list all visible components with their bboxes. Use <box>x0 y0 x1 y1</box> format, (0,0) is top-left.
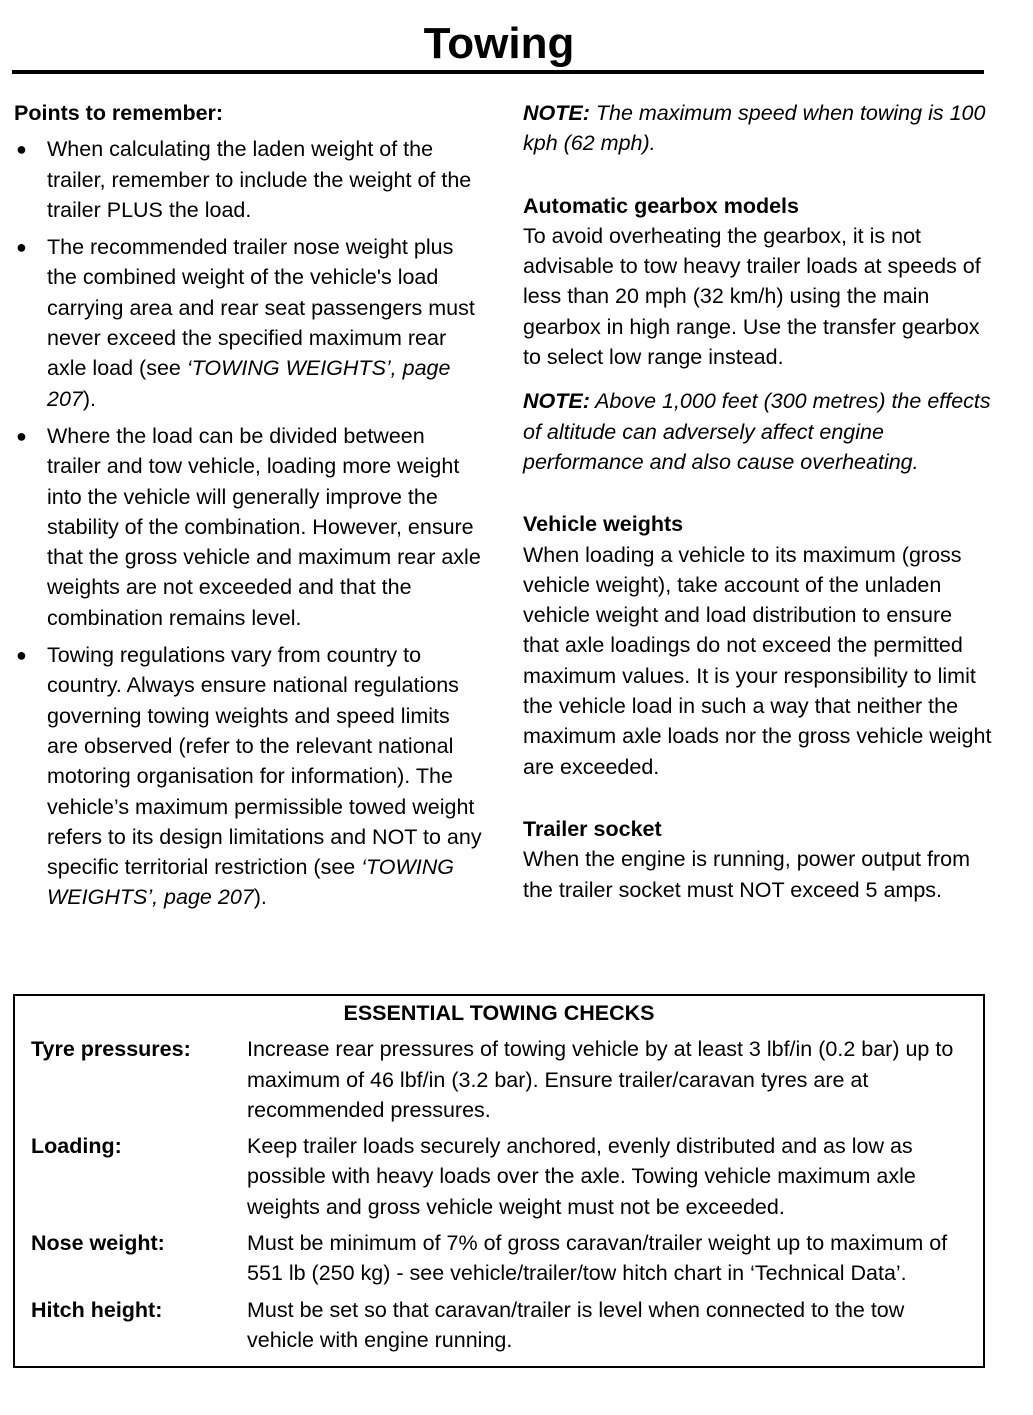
automatic-gearbox-text: To avoid overheating the gearbox, it is not advisable to tow heavy trailer loads at speeds of less than 20 mph (32 km/h) using the main gearbox in high range. Use the transfer gearbox to select low range instead. <box>523 223 981 370</box>
note-label: NOTE: <box>523 389 590 414</box>
bullet-text: The recommended trailer nose weight plus the combined weight of the vehicle's load carrying area and rear seat passengers must never exceed the specified maximum rear axle load (see <box>47 235 475 381</box>
trailer-socket-text: When the engine is running, power output from the trailer socket must NOT exceed 5 amps. <box>523 847 970 902</box>
bullet-icon: ● <box>16 425 27 446</box>
bullet-icon: ● <box>16 237 27 258</box>
bullet-icon: ● <box>16 139 27 160</box>
check-label: Tyre pressures: <box>31 1037 191 1062</box>
note-label: NOTE: <box>523 101 590 125</box>
altitude-note <box>523 386 993 477</box>
check-text: Increase rear pressures of towing vehicle by at least 3 lbf/in (0.2 bar) up to maximum of 46 lbf/in (3.2 bar). Ensure trailer/caravan tyres are at recommended pressures. <box>247 1037 954 1122</box>
trailer-socket-section <box>523 814 993 905</box>
speed-note <box>523 98 993 159</box>
check-label: Loading: <box>31 1134 122 1159</box>
bullet-text: When calculating the laden weight of the trailer, remember to include the weight of the trailer PLUS the load. <box>47 137 472 222</box>
points-heading: Points to remember: <box>14 101 224 125</box>
list-item <box>14 640 484 913</box>
trailer-socket-heading: Trailer socket <box>523 816 662 841</box>
check-row-hitch-height <box>15 1295 983 1356</box>
check-text: Must be set so that caravan/trailer is level when connected to the tow vehicle with engine running. <box>247 1297 905 1352</box>
title-rule <box>12 70 984 74</box>
list-item <box>14 421 484 633</box>
list-item <box>14 232 484 414</box>
check-row-loading <box>15 1131 983 1222</box>
check-text: Keep trailer loads securely anchored, evenly distributed and as low as possible with heavy loads over the axle. Towing vehicle maximum axle weights and gross vehicle weight must not be exceeded. <box>247 1134 916 1219</box>
note-text: Above 1,000 feet (300 metres) the effects of altitude can adversely affect engine performance and also cause overheating. <box>523 389 991 474</box>
cross-reference-link[interactable]: ‘TOWING WEIGHTS’, page 207 <box>47 356 451 411</box>
check-label: Nose weight: <box>31 1231 165 1256</box>
checks-title: ESSENTIAL TOWING CHECKS <box>343 1001 655 1025</box>
cross-reference-link[interactable]: ‘TOWING WEIGHTS’, page 207 <box>47 855 454 910</box>
left-column <box>14 98 484 920</box>
note-text: The maximum speed when towing is 100 kph (62 mph). <box>523 101 986 156</box>
vehicle-weights-heading: Vehicle weights <box>523 512 684 537</box>
check-text: Must be minimum of 7% of gross caravan/trailer weight up to maximum of 551 lb (250 kg) - see vehicle/trailer/tow hitch chart in ‘Technical Data’. <box>247 1231 948 1286</box>
list-item <box>14 134 484 225</box>
bullet-text-end: ). <box>253 885 267 910</box>
vehicle-weights-section <box>523 509 993 782</box>
bullet-text: Where the load can be divided between trailer and tow vehicle, loading more weight into the vehicle will generally improve the stability of the combination. However, ensure that the gross vehicle and maximum rear axle weights are not exceeded and that the combination remains level. <box>47 423 481 630</box>
vehicle-weights-text: When loading a vehicle to its maximum (gross vehicle weight), take account of the unladen vehicle weight and load distribution to ensure that axle loadings do not exceed the permitted maximum values. It is your responsibility to limit the vehicle load in such a way that neither the maximum axle loads nor the gross vehicle weight are exceeded. <box>523 542 992 779</box>
points-list <box>14 134 484 912</box>
page-title: Towing <box>423 19 575 68</box>
bullet-text-end: ). <box>82 386 97 411</box>
automatic-gearbox-heading: Automatic gearbox models <box>523 193 799 218</box>
right-column <box>523 98 993 905</box>
essential-towing-checks-box <box>13 994 985 1368</box>
bullet-text: Towing regulations vary from country to country. Always ensure national regulations governing towing weights and speed limits are observed (refer to the relevant national motoring organisation for information). The vehicle’s maximum permissible towed weight refers to its design limitations and NOT to any specific territorial restriction (see <box>47 643 482 880</box>
bullet-icon: ● <box>16 645 27 666</box>
check-row-nose-weight <box>15 1228 983 1289</box>
check-label: Hitch height: <box>31 1297 163 1322</box>
automatic-gearbox-section <box>523 191 993 373</box>
check-row-tyre-pressures <box>15 1034 983 1125</box>
